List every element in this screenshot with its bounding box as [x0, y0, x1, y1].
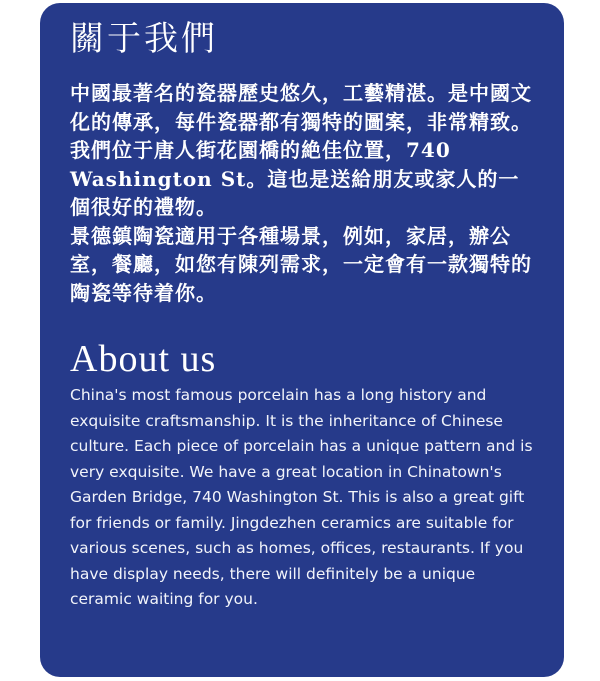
chinese-description — [70, 79, 540, 307]
english-title: About us — [70, 338, 217, 380]
chinese-paragraph-2: 景德鎮陶瓷適用于各種場景，例如，家居，辦公室，餐廳，如您有陳列需求，一定會有一款獨特的陶瓷等待着你。 — [70, 223, 532, 305]
chinese-title: 關于我們 — [70, 19, 218, 59]
chinese-paragraph-1: 中國最著名的瓷器歷史悠久，工藝精湛。是中國文化的傳承，每件瓷器都有獨特的圖案，非常精致。我們位于唐人街花園橋的絶佳位置，740 Washington St。這也是送給朋友或家人的一個很好的禮物。 — [70, 81, 532, 219]
about-card — [40, 3, 564, 677]
english-description: China's most famous porcelain has a long history and exquisite craftsmanship. It is the inheritance of Chinese culture. Each piece of porcelain has a unique pattern and is very exquisite. We have a great location in Chinatown's Garden Bridge, 740 Washington St. This is also a great gift for friends or family. Jingdezhen ceramics are suitable for various scenes, such as homes, offices, restaurants. If you have display needs, there will definitely be a unique ceramic waiting for you. — [70, 386, 533, 608]
